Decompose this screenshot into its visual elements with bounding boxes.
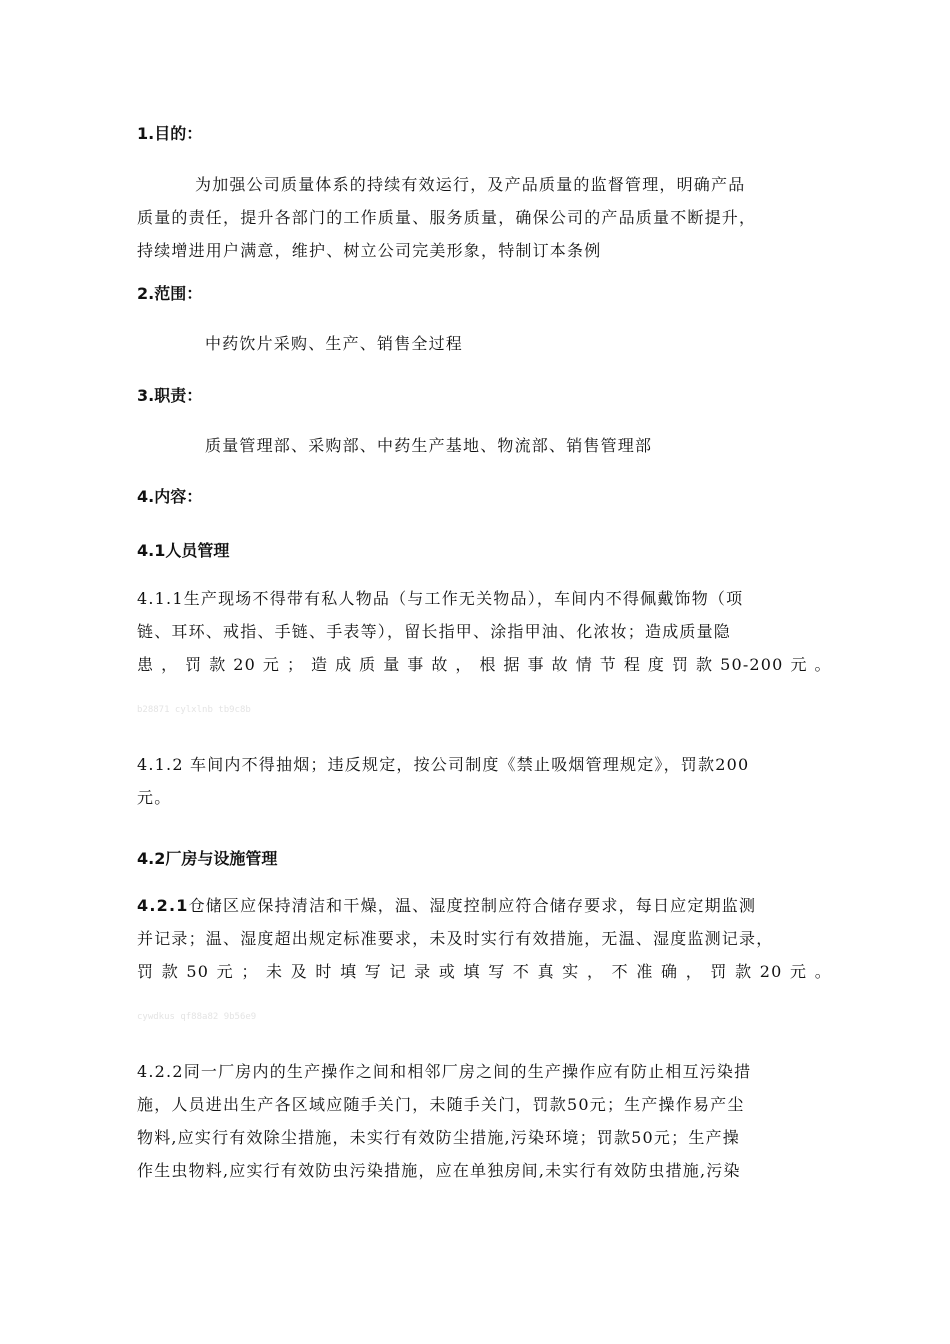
justified-token: 准: [636, 962, 654, 981]
scope-text: 中药饮片采购、生产、销售全过程: [205, 334, 464, 353]
justified-token: ；: [241, 962, 259, 981]
justified-token: ，: [161, 655, 179, 674]
justified-token: 。: [814, 655, 832, 674]
justified-token: 50-200: [720, 655, 784, 674]
justified-token: 元: [790, 655, 808, 674]
justified-token: 元: [216, 962, 234, 981]
justified-token: 情: [575, 655, 593, 674]
justified-token: 50: [186, 962, 210, 981]
justified-token: 款: [735, 962, 753, 981]
justified-token: 事: [527, 655, 545, 674]
clause-line: 4.2.2同一厂房内的生产操作之间和相邻厂房之间的生产操作应有防止相互污染措: [137, 1062, 752, 1081]
duties-text: 质量管理部、采购部、中药生产基地、物流部、销售管理部: [205, 436, 653, 455]
justified-token: 程: [623, 655, 642, 674]
justified-token: 真: [537, 962, 555, 981]
justified-token: 或: [438, 962, 457, 981]
justified-token: 实: [562, 962, 580, 981]
justified-token: 款: [161, 962, 179, 981]
justified-token: 根: [479, 655, 497, 674]
justified-token: 元: [262, 655, 281, 674]
section-4-1-heading: 4.1人员管理: [137, 541, 230, 560]
justified-token: 20: [233, 655, 257, 674]
justified-token: 量: [383, 655, 401, 674]
justified-token: ，: [685, 962, 703, 981]
clause-line: 链、耳环、戒指、手链、手表等），留长指甲、涂指甲油、化浓妆；造成质量隐: [137, 622, 732, 641]
clause-line: 元。: [137, 788, 172, 807]
clause-4-2-1: [137, 889, 832, 988]
clause-4-2-2: [137, 1055, 832, 1187]
clause-line: 作生虫物料,应实行有效防虫污染措施，应在单独房间,未实行有效防虫措施,污染: [137, 1161, 741, 1180]
clause-line: 施，人员进出生产各区域应随手关门，未随手关门，罚款50元；生产操作易产尘: [137, 1095, 745, 1114]
justified-token: ；: [286, 655, 305, 674]
purpose-paragraph: [137, 168, 827, 267]
justified-token: 故: [431, 655, 449, 674]
justified-token: ，: [455, 655, 473, 674]
clause-line: 4.1.1生产现场不得带有私人物品（与工作无关物品），车间内不得佩戴饰物（项: [137, 589, 744, 608]
justified-token: 20: [759, 962, 783, 981]
justified-token: 。: [814, 962, 832, 981]
clause-line: 并记录；温、湿度超出规定标准要求，未及时实行有效措施，无温、湿度监测记录，: [137, 929, 774, 948]
justified-token: 据: [503, 655, 521, 674]
justified-token: 填: [340, 962, 358, 981]
justified-token: 款: [696, 655, 714, 674]
justified-token: 写: [488, 962, 506, 981]
justified-token: 未: [266, 962, 284, 981]
justified-token: 款: [209, 655, 227, 674]
justified-token: 不: [512, 962, 531, 981]
justified-token: 元: [790, 962, 808, 981]
justified-token: 罚: [137, 962, 155, 981]
justified-token: 事: [407, 655, 425, 674]
justified-token: 质: [359, 655, 377, 674]
justified-token: ，: [586, 962, 605, 981]
justified-token: 造: [311, 655, 329, 674]
justified-token: 确: [661, 962, 679, 981]
purpose-line: 持续增进用户满意，维护、树立公司完美形象，特制订本条例: [137, 241, 602, 260]
justified-token: 故: [551, 655, 569, 674]
justified-token: 填: [463, 962, 481, 981]
clause-line: [137, 889, 832, 922]
justified-token: 罚: [185, 655, 203, 674]
section-4-2-heading: 4.2厂房与设施管理: [137, 849, 278, 868]
clause-4-1-1: [137, 582, 832, 681]
clause-line: 物料,应实行有效除尘措施，未实行有效防尘措施,污染环境；罚款50元；生产操: [137, 1128, 740, 1147]
justified-token: 罚: [671, 655, 690, 674]
duties-heading: 3.职责：: [137, 386, 203, 405]
justified-token: 成: [335, 655, 353, 674]
justified-token: 及: [290, 962, 308, 981]
faint-watermark-text: cywdkus qf88a82 9b56e9: [137, 1012, 257, 1022]
scope-heading: 2.范围：: [137, 284, 203, 303]
clause-justified-line: [137, 955, 832, 988]
justified-token: 记: [389, 962, 407, 981]
justified-token: 度: [647, 655, 666, 674]
clause-text: 仓储区应保持清洁和干燥，温、湿度控制应符合储存要求，每日应定期监测: [188, 896, 757, 915]
justified-token: 患: [137, 655, 155, 674]
justified-token: 节: [599, 655, 617, 674]
clause-4-1-2: [137, 748, 832, 814]
justified-token: 不: [611, 962, 629, 981]
purpose-line: 为加强公司质量体系的持续有效运行，及产品质量的监督管理，明确产品: [195, 175, 746, 194]
justified-token: 录: [414, 962, 432, 981]
justified-token: 时: [315, 962, 333, 981]
faint-watermark-text: b28871 cylxlnb tb9c8b: [137, 705, 251, 715]
clause-line: 4.1.2 车间内不得抽烟；违反规定，按公司制度《禁止吸烟管理规定》，罚款200: [137, 755, 750, 774]
content-heading: 4.内容：: [137, 487, 203, 506]
purpose-heading: 1.目的：: [137, 124, 203, 143]
clause-number: 4.2.1: [137, 896, 189, 915]
justified-token: 罚: [710, 962, 728, 981]
justified-token: 写: [364, 962, 382, 981]
purpose-line: 质量的责任，提升各部门的工作质量、服务质量，确保公司的产品质量不断提升，: [137, 208, 757, 227]
clause-justified-line: [137, 648, 832, 681]
